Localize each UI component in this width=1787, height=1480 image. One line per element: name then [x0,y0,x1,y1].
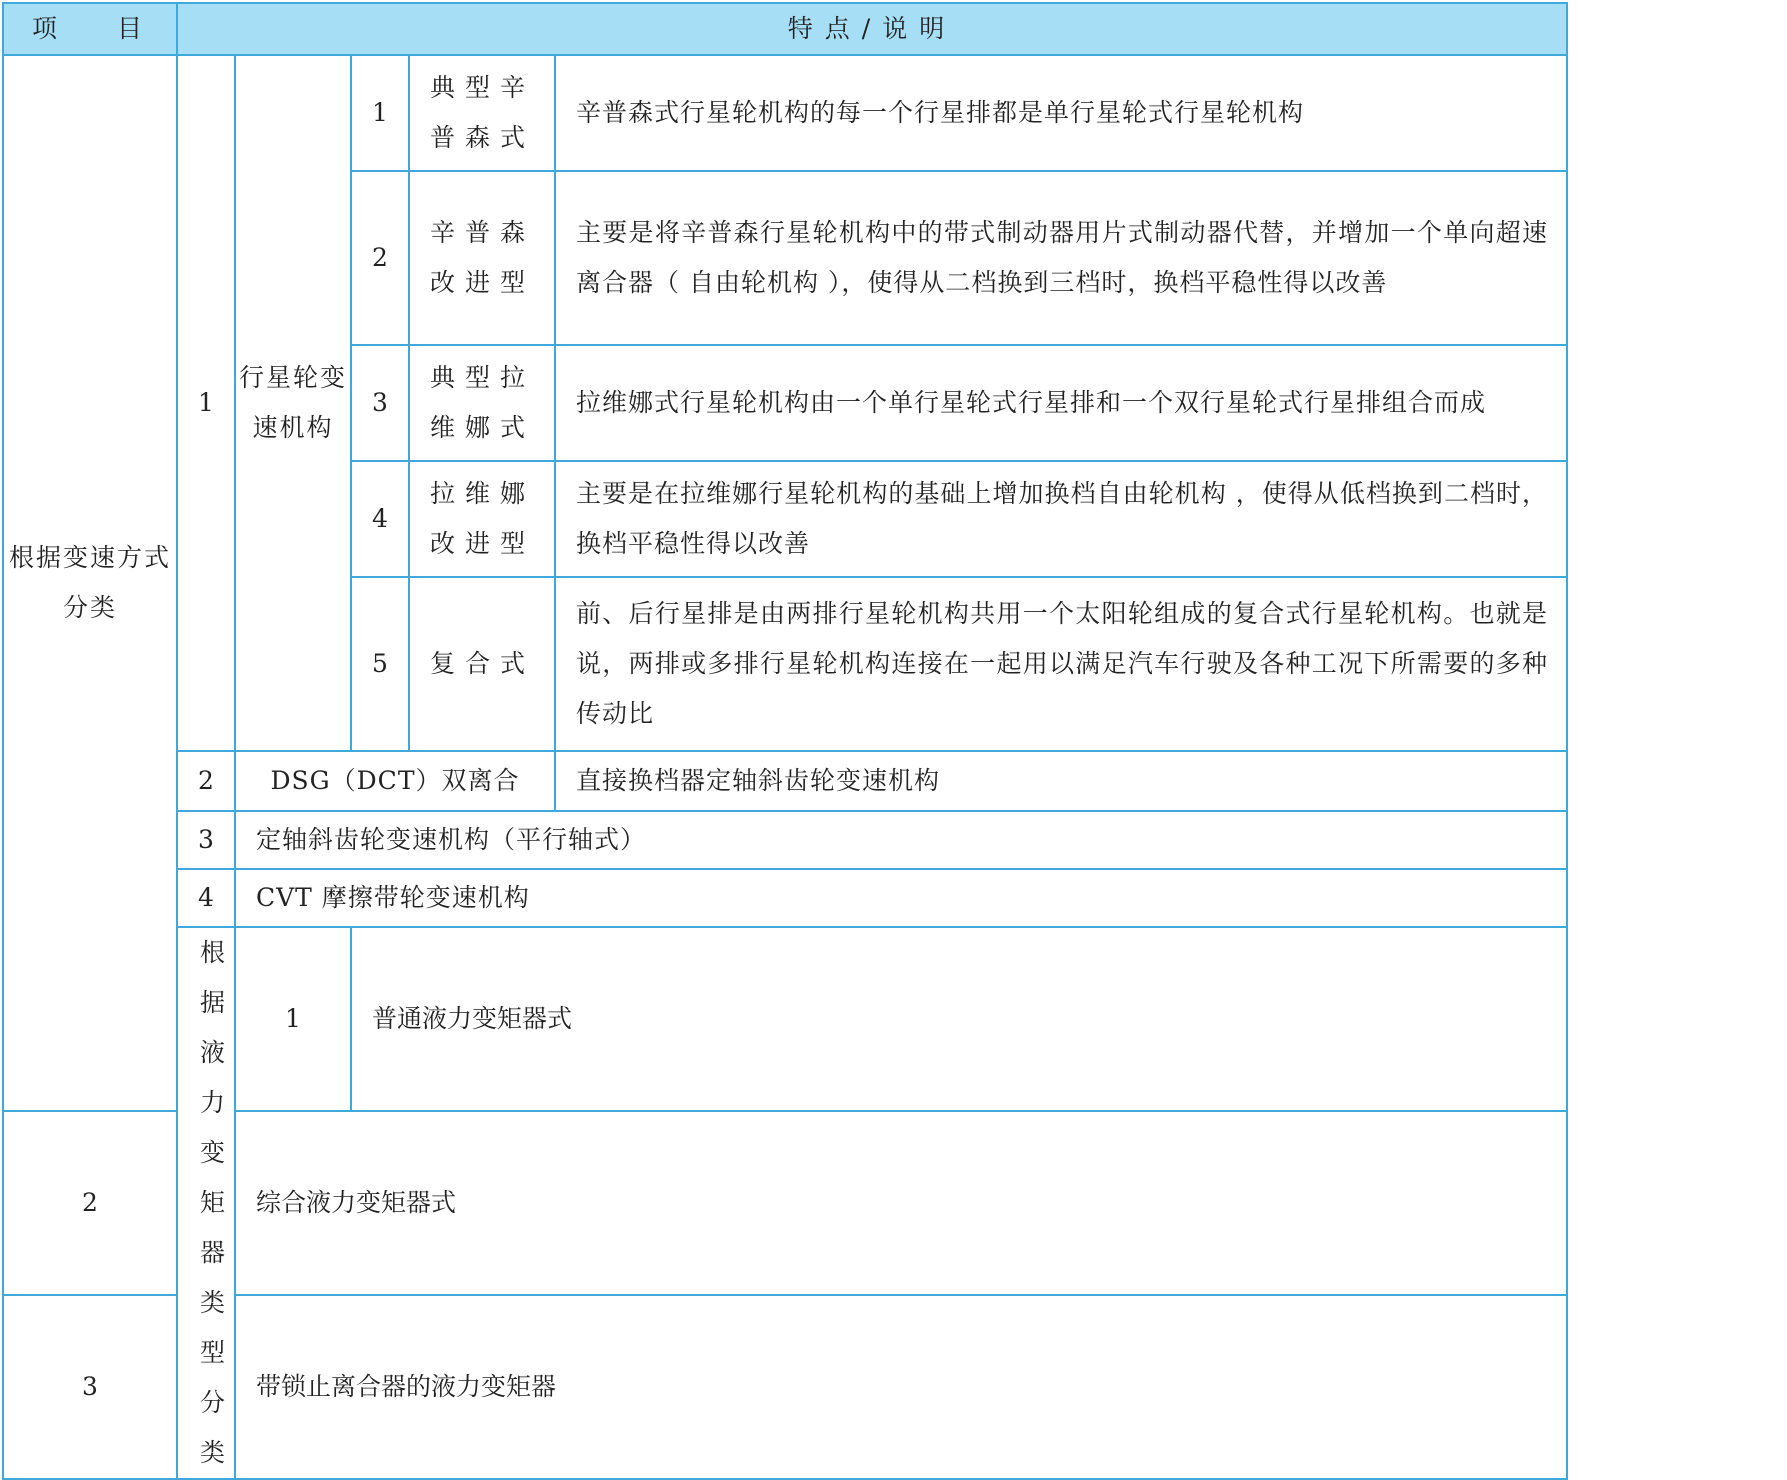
category-cell: 根据液力变矩器类型分类 [177,927,235,1479]
subtype-index-cell: 4 [351,461,409,577]
index-cell: 2 [177,751,235,811]
header-desc-cell: 特点/说明 [177,3,1567,55]
subtype-name-cell: 典型拉维娜式 [409,345,555,461]
subtype-index-cell: 2 [351,171,409,345]
mechanism-text-cell: CVT 摩擦带轮变速机构 [235,869,1567,927]
index-cell: 1 [235,927,351,1111]
header-item-label-b: 目 [117,14,143,43]
mechanism-name-cell: DSG（DCT）双离合 [235,751,555,811]
table-row [3,811,1567,869]
subtype-desc-cell: 主要是在拉维娜行星轮机构的基础上增加换档自由轮机构 ，使得从低档换到二档时，换档平稳性得以改善 [555,461,1567,577]
converter-type-cell: 综合液力变矩器式 [235,1111,1567,1295]
table-row [3,55,1567,171]
subtype-name-cell: 辛普森改进型 [409,171,555,345]
header-item-cell [3,3,177,55]
category-cell: 根据变速方式分类 [3,55,177,1111]
subtype-desc-cell: 前、后行星排是由两排行星轮机构共用一个太阳轮组成的复合式行星轮机构。也就是说，两排或多排行星轮机构连接在一起用以满足汽车行驶及各种工况下所需要的多种传动比 [555,577,1567,751]
table-row [3,1111,1567,1295]
converter-type-cell: 普通液力变矩器式 [351,927,1567,1111]
subtype-desc-cell: 拉维娜式行星轮机构由一个单行星轮式行星排和一个双行星轮式行星排组合而成 [555,345,1567,461]
subtype-index-cell: 3 [351,345,409,461]
index-cell: 3 [3,1295,177,1479]
table-row [3,869,1567,927]
subtype-name-cell: 典型辛普森式 [409,55,555,171]
table-row [3,927,1567,1111]
subtype-name-cell: 复合式 [409,577,555,751]
subtype-index-cell: 5 [351,577,409,751]
mechanism-text-cell: 定轴斜齿轮变速机构（平行轴式） [235,811,1567,869]
index-cell: 4 [177,869,235,927]
subtype-desc-cell: 辛普森式行星轮机构的每一个行星排都是单行星轮式行星轮机构 [555,55,1567,171]
index-cell: 2 [3,1111,177,1295]
table-row [3,751,1567,811]
index-cell: 1 [177,55,235,751]
subtype-index-cell: 1 [351,55,409,171]
classification-table [2,2,1568,1480]
header-item-label-a: 项 [32,14,58,43]
document-page [2,2,1566,1467]
table-row [3,1295,1567,1479]
index-cell: 3 [177,811,235,869]
converter-type-cell: 带锁止离合器的液力变矩器 [235,1295,1567,1479]
header-row [3,3,1567,55]
subtype-name-cell: 拉维娜改进型 [409,461,555,577]
mechanism-desc-cell: 直接换档器定轴斜齿轮变速机构 [555,751,1567,811]
mechanism-name-cell: 行星轮变速机构 [235,55,351,751]
subtype-desc-cell: 主要是将辛普森行星轮机构中的带式制动器用片式制动器代替，并增加一个单向超速离合器（ 自由轮机构 ），使得从二档换到三档时，换档平稳性得以改善 [555,171,1567,345]
